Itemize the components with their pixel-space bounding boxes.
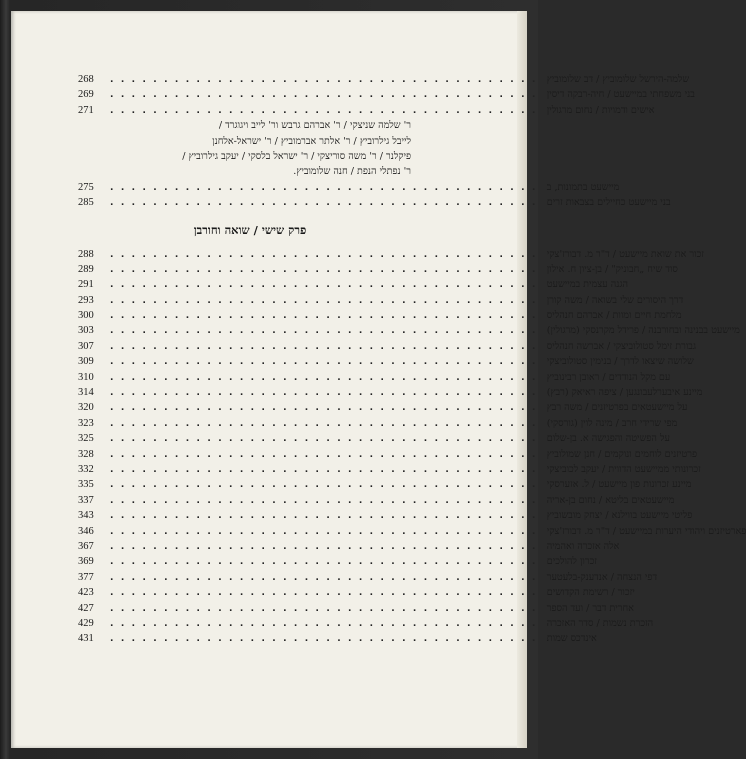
toc-entry — [78, 308, 682, 323]
dot-leader: ........................................ — [110, 341, 543, 352]
entry-title: הגנה עצמית במיישעט — [546, 279, 629, 291]
dot-leader: ........................................ — [110, 295, 543, 306]
entry-title: אחרית דבר / ועד הספר — [546, 602, 634, 614]
dot-leader: ........................................ — [110, 541, 543, 552]
dot-leader: ........................................ — [110, 357, 543, 368]
page-number: 337 — [78, 494, 94, 506]
page-number: 300 — [78, 310, 94, 322]
toc-entry — [78, 400, 688, 415]
dot-leader: ........................................ — [110, 634, 543, 645]
toc-entry — [78, 554, 597, 569]
entry-title: זכרון להולכים — [546, 556, 597, 568]
page-number: 377 — [78, 571, 94, 583]
entry-title: יזכור / רשימת הקדושים — [546, 587, 635, 599]
dot-leader: ........................................ — [110, 603, 543, 614]
toc-entry — [78, 247, 704, 262]
dot-leader: ........................................ — [110, 434, 543, 445]
toc-entry — [78, 585, 635, 600]
toc-entry — [78, 72, 690, 87]
entry-title: זכור את שואת מיישעט / ד"ר מ. דבורז'צקי — [546, 248, 704, 260]
page-number: 310 — [78, 371, 94, 383]
toc-entry — [78, 570, 658, 585]
toc-entry — [78, 631, 597, 646]
dot-leader: ........................................ — [110, 75, 543, 85]
section-title: פרק שישי / שואה וחורבן — [193, 222, 307, 237]
toc-entry — [78, 447, 698, 462]
toc-entry — [78, 493, 675, 508]
toc-entry — [78, 416, 678, 431]
toc-entry — [78, 293, 684, 308]
dot-leader: ........................................ — [110, 464, 543, 475]
page-number: 307 — [78, 340, 94, 352]
dot-leader: ........................................ — [110, 182, 543, 193]
sub-entry-line: פיקלנר / ר' משה סוריצקי / ר' ישראל בלסקי / יעקב גילרוביץ / — [182, 150, 411, 162]
entry-title: שלושה שיצאו לדרך / בנימין סטולוביצקי — [546, 356, 694, 368]
toc-entry — [78, 539, 620, 554]
entry-title: עם מקל הנודדים / ראובן רבינוביץ — [546, 371, 671, 383]
dot-leader: ........................................ — [110, 449, 543, 460]
dot-leader: ........................................ — [110, 480, 543, 491]
page-number: 427 — [78, 602, 94, 614]
entry-title: פרטיזנים לוחמים ונוקמים / חנן שמולוביץ — [546, 448, 698, 460]
entry-title: אישים ודמויות / נחום מרגולין — [546, 104, 655, 116]
toc-entry — [78, 339, 697, 354]
page-number: 325 — [78, 433, 94, 445]
dot-leader: ........................................ — [110, 90, 543, 101]
entry-title: מיינע זכרונות פון מיישעט / ל. אזערסקי — [546, 479, 692, 491]
toc-entry — [78, 477, 692, 492]
dot-leader: ........................................ — [110, 105, 543, 116]
toc-entry — [78, 601, 634, 616]
page-number: 369 — [78, 556, 94, 568]
page-number: 271 — [78, 104, 94, 116]
page-number: 346 — [78, 525, 94, 537]
page-number: 269 — [78, 89, 94, 101]
entry-title: פליטי מיישעט בווילנא / יצחק מובשוביץ — [546, 510, 693, 522]
dot-leader: ........................................ — [110, 403, 543, 414]
dot-leader: ........................................ — [110, 511, 543, 522]
page-number: 275 — [78, 181, 94, 193]
page-number: 291 — [78, 279, 94, 291]
dot-leader: ........................................ — [110, 264, 543, 275]
toc-entry — [78, 180, 620, 195]
toc-entry — [78, 370, 671, 385]
toc-entry — [78, 323, 740, 338]
entry-title: מפי שרידי חרב / מינה לוין (גורסקי) — [546, 417, 678, 429]
page-number: 288 — [78, 248, 94, 260]
toc-entry — [78, 262, 678, 277]
dot-leader: ........................................ — [110, 526, 543, 537]
page-number: 323 — [78, 417, 94, 429]
entry-title: פארטיזנים ויהודי היערות במיישעט / ד"ר מ. דבורז'צקי — [546, 525, 746, 537]
page-number: 289 — [78, 263, 94, 275]
page-number: 303 — [78, 325, 94, 337]
entry-title: מיישעט בתמונות, ב — [546, 181, 620, 193]
entry-title: מיישעטאים בליטא / נחום בן-אריה — [546, 494, 675, 506]
dot-leader: ........................................ — [110, 618, 543, 629]
toc-entry — [78, 103, 655, 118]
entry-title: אינדכס שמות — [546, 633, 597, 645]
dot-leader: ........................................ — [110, 557, 543, 568]
entry-title: מיישעט בבנינה ובחורבנה / פרידל מקרנסקי (מרגולין) — [546, 325, 740, 337]
page-number: 335 — [78, 479, 94, 491]
page-number: 431 — [78, 633, 94, 645]
entry-title: דפי הנצחה / אנדענק-בלעטער — [546, 571, 658, 583]
dot-leader: ........................................ — [110, 495, 543, 506]
toc-entry — [78, 385, 703, 400]
entry-title: על הפשיטה והפגישה א. בן-שלום — [546, 433, 670, 445]
dot-leader: ........................................ — [110, 280, 543, 291]
toc-entry — [78, 87, 695, 102]
page-number: 314 — [78, 387, 94, 399]
entry-title: שלמה-הירשל שלומוביץ / דב שלומוביץ — [546, 74, 690, 85]
toc-sub-list — [78, 118, 422, 180]
table-of-contents — [78, 72, 746, 647]
page-number: 320 — [78, 402, 94, 414]
entry-title: סוד שיח „חבוניק" / בן-ציון ח. אילון — [546, 263, 678, 275]
toc-mid-group — [78, 180, 671, 211]
toc-entry — [78, 508, 693, 523]
page-number: 285 — [78, 197, 94, 209]
dot-leader: ........................................ — [110, 372, 543, 383]
toc-entry — [78, 431, 670, 446]
toc-entry — [78, 277, 629, 292]
sub-entry-line: לייבל גילרוביץ / ר' אלתר אברמוביץ / ר' ישראל-אלחנן — [212, 135, 411, 147]
toc-entry — [78, 354, 694, 369]
entry-title: בני מיישעט כחיילים בצבאות זרים — [546, 197, 671, 209]
entry-title: אלה אזכרה ואהמיה — [546, 540, 620, 552]
entry-title: מיינע איבערלעבונגען / ציפה ראיאק (רבץ) — [546, 387, 703, 399]
page-number: 343 — [78, 510, 94, 522]
entry-title: מלחמת חיים ומוות / אברהם חנהליס — [546, 310, 682, 322]
entry-title: דרך היסורים שלי בשואה / משה קורן — [546, 294, 684, 306]
entry-title: על מיישעטאים בפרטיזנים / משה רבץ — [546, 402, 688, 414]
dot-leader: ........................................ — [110, 311, 543, 322]
dot-leader: ........................................ — [110, 388, 543, 399]
dot-leader: ........................................ — [110, 572, 543, 583]
page-number: 429 — [78, 617, 94, 629]
toc-entry — [78, 616, 654, 631]
dot-leader: ........................................ — [110, 249, 543, 260]
dot-leader: ........................................ — [110, 588, 543, 599]
entry-title: בני משפחתי במיישעט / חיה-רבקה דיסין — [546, 89, 695, 101]
entry-title: הזכרת נשמות / סדר האזכרה — [546, 617, 654, 629]
page-number: 367 — [78, 540, 94, 552]
dot-leader: ........................................ — [110, 418, 543, 429]
page-number: 309 — [78, 356, 94, 368]
toc-entry — [78, 195, 671, 210]
dot-leader: ........................................ — [110, 198, 543, 209]
page-number: 268 — [78, 74, 94, 85]
page-number: 332 — [78, 463, 94, 475]
dot-leader: ........................................ — [110, 326, 543, 337]
sub-entry-line: ר' נפתלי הנפת / חנה שלומוביץ. — [293, 166, 411, 178]
entry-title: זכרונותי ממיישעט הדווית / יעקב לכוביצקי — [546, 463, 701, 475]
toc-bottom-group — [78, 247, 746, 647]
toc-top-group — [78, 72, 695, 118]
toc-entry — [78, 524, 746, 539]
entry-title: גבורת זימל סטולוביצקי / אברשה חנהליס — [546, 340, 697, 352]
toc-entry — [78, 462, 701, 477]
page-number: 423 — [78, 587, 94, 599]
sub-entry-line: ר' שלמה שניצקי / ר' אברהם גרבש ור' לייב ויגוגרד / — [218, 120, 411, 132]
page-number: 328 — [78, 448, 94, 460]
page-number: 293 — [78, 294, 94, 306]
